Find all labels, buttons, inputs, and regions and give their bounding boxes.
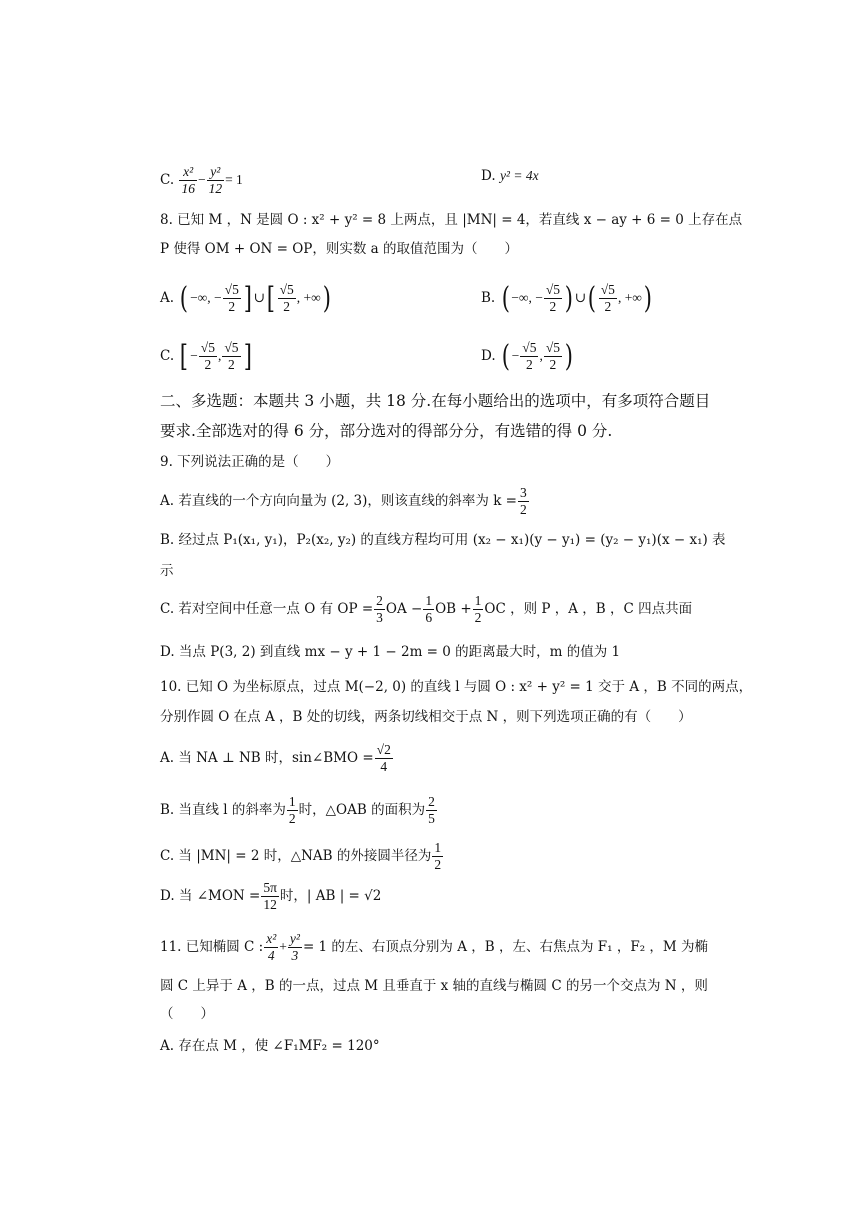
option-text: C. 若对空间中任意一点 O 有 OP = [160,601,374,617]
q9-option-d: D. 当点 P(3, 2) 到直线 mx − y + 1 − 2m = 0 的距离最大时，m 的值为 1 [160,644,621,660]
q9-option-b-line1: B. 经过点 P₁(x₁, y₁)，P₂(x₂, y₂) 的直线方程均可用 (x₂ − x₁)(y − y₁) = (y₂ − y₁)(x − x₁) 表 [160,532,726,548]
close-paren: ) [564,338,573,374]
fraction [375,742,393,775]
fraction [599,282,617,315]
option-expression: y² = 4x [499,168,539,183]
numerator: √5 [545,282,561,297]
numerator: √2 [376,742,391,757]
fraction [426,794,437,827]
option-label: A. [160,290,175,306]
q9-option-a [160,484,530,518]
equation-rhs: = 1 [225,172,243,187]
denominator: 2 [228,357,235,372]
option-label: B. [481,290,496,306]
denominator: 2 [204,357,212,372]
numerator: x² [266,931,277,946]
open-paren: ( [587,280,597,316]
vector-term: OA − [385,601,423,617]
q8-option-c [160,336,253,376]
numerator: √5 [200,340,215,355]
option-label: D. [481,168,496,184]
stem-text: 11. 已知椭圆 C : [160,939,264,955]
fraction [278,282,296,315]
option-text: A. 当 NA ⊥ NB 时，sin∠BMO = [160,750,374,766]
open-paren: ( [180,280,189,316]
denominator: 2 [434,857,442,872]
numerator: 1 [434,840,442,855]
fraction [520,340,538,373]
denominator: 2 [549,357,557,372]
close-paren: ) [322,280,331,316]
fraction [261,880,279,913]
denominator: 2 [283,299,291,314]
fraction [223,282,241,315]
q8-option-d [481,336,575,376]
numerator: 1 [474,593,482,608]
numerator: y² [207,164,225,181]
q10-stem-line2: 分别作圆 O 在点 A ，B 处的切线，两条切线相交于点 N ，则下列选项正确的有（ ） [160,709,692,725]
section2-line2: 要求.全部选对的得 6 分，部分选对的得部分分，有选错的得 0 分. [160,422,613,440]
interval-end: , +∞ [296,290,321,305]
comma: , [539,348,543,363]
numerator: 1 [288,794,296,809]
option-text: B. 当直线 l 的斜率为 [160,802,286,818]
fraction [432,840,443,873]
comma: , [217,348,222,363]
numerator: y² [289,931,300,946]
fraction [287,794,298,827]
fraction [518,485,529,518]
minus-sign: − [190,348,198,363]
numerator: √5 [224,282,239,297]
numerator: 2 [376,593,383,608]
fraction [199,340,217,373]
denominator: 4 [380,759,388,774]
q11-stem-line3: （ ） [160,1006,214,1022]
q9-stem: 9. 下列说法正确的是（ ） [160,454,340,470]
denominator: 2 [288,811,296,826]
option-text: 时，△OAB 的面积为 [298,802,426,818]
interval-start: −∞, − [511,290,543,305]
numerator: √5 [224,340,239,355]
q11-stem-line2: 圆 C 上异于 A ，B 的一点，过点 M 且垂直于 x 轴的直线与椭圆 C 的另一个交点为 N ，则 [160,978,708,994]
open-paren: ( [501,280,510,316]
denominator: 6 [425,610,433,625]
denominator: 16 [181,181,195,196]
close-paren: ) [643,280,652,316]
minus-sign: − [511,348,520,363]
close-paren: ) [564,280,573,316]
fraction [374,593,385,626]
numerator: √5 [600,282,615,297]
q7-option-c [160,164,243,197]
vector-term: OC ，则 P ，A ，B ，C 四点共面 [484,601,693,617]
fraction [423,593,434,626]
q8-option-a [160,278,332,318]
option-label: C. [160,172,175,188]
option-text: D. 当 ∠MON = [160,888,261,904]
union-symbol: ∪ [574,290,587,305]
q10-stem-line1: 10. 已知 O 为坐标原点，过点 M(−2, 0) 的直线 l 与圆 O : x² + y² = 1 交于 A ，B 不同的两点， [160,679,753,695]
denominator: 12 [263,897,277,912]
option-label: D. [481,348,496,364]
section2-line1: 二、多选题：本题共 3 小题，共 18 分.在每小题给出的选项中，有多项符合题目 [160,392,711,410]
operator: + [279,939,287,954]
denominator: 2 [525,357,533,372]
fraction [288,931,302,964]
fraction [473,593,484,626]
denominator: 2 [604,299,612,314]
numerator: x² [179,164,197,181]
open-bracket: [ [266,280,275,316]
fraction [544,340,562,373]
denominator: 2 [549,299,557,314]
fraction [179,164,197,197]
denominator: 2 [520,502,527,517]
numerator: √5 [522,340,537,355]
vector-term: OB + [435,601,472,617]
close-bracket: ] [243,280,252,316]
open-bracket: [ [180,338,189,374]
interval-start: −∞, − [190,290,222,305]
denominator: 2 [228,299,236,314]
q9-option-b-line2: 示 [160,563,174,579]
stem-text: = 1 的左、右顶点分别为 A ，B ，左、右焦点为 F₁ ，F₂ ，M 为椭 [302,939,709,955]
union-symbol: ∪ [253,290,265,305]
open-paren: ( [501,338,510,374]
q10-option-d [160,876,381,916]
operator: − [197,172,206,187]
q10-option-c [160,840,444,870]
q8-option-b [481,278,654,318]
fraction [264,931,278,964]
numerator: 1 [425,593,433,608]
denominator: 3 [376,610,383,625]
q7-option-d [481,166,539,186]
option-text: 时，| AB | = √2 [279,888,382,904]
q10-option-b [160,792,438,828]
fraction [207,164,225,197]
close-bracket: ] [243,338,252,374]
q8-stem-line2: P 使得 OM + ON = OP，则实数 a 的取值范围为（ ） [160,241,519,257]
q11-stem-line1 [160,928,708,966]
option-text: A. 若直线的一个方向向量为 (2, 3)，则该直线的斜率为 k = [160,493,517,509]
numerator: √5 [545,340,560,355]
numerator: 3 [520,485,527,500]
denominator: 12 [208,181,223,196]
numerator: √5 [279,282,294,297]
denominator: 5 [428,811,435,826]
q8-stem-line1: 8. 已知 M ，N 是圆 O : x² + y² = 8 上两点，且 |MN| = 4，若直线 x − ay + 6 = 0 上存在点 [160,212,743,228]
option-text: C. 当 |MN| = 2 时，△NAB 的外接圆半径为 [160,848,432,864]
option-label: C. [160,348,175,364]
q11-option-a: A. 存在点 M ，使 ∠F₁MF₂ = 120° [160,1038,380,1054]
fraction [544,282,562,315]
denominator: 3 [291,948,299,963]
q9-option-c [160,591,692,627]
denominator: 4 [267,948,275,963]
interval-end: , +∞ [617,290,642,305]
numerator: 2 [428,794,435,809]
q10-option-a [160,738,394,778]
denominator: 2 [474,610,482,625]
fraction [222,340,240,373]
numerator: 5π [263,880,277,895]
